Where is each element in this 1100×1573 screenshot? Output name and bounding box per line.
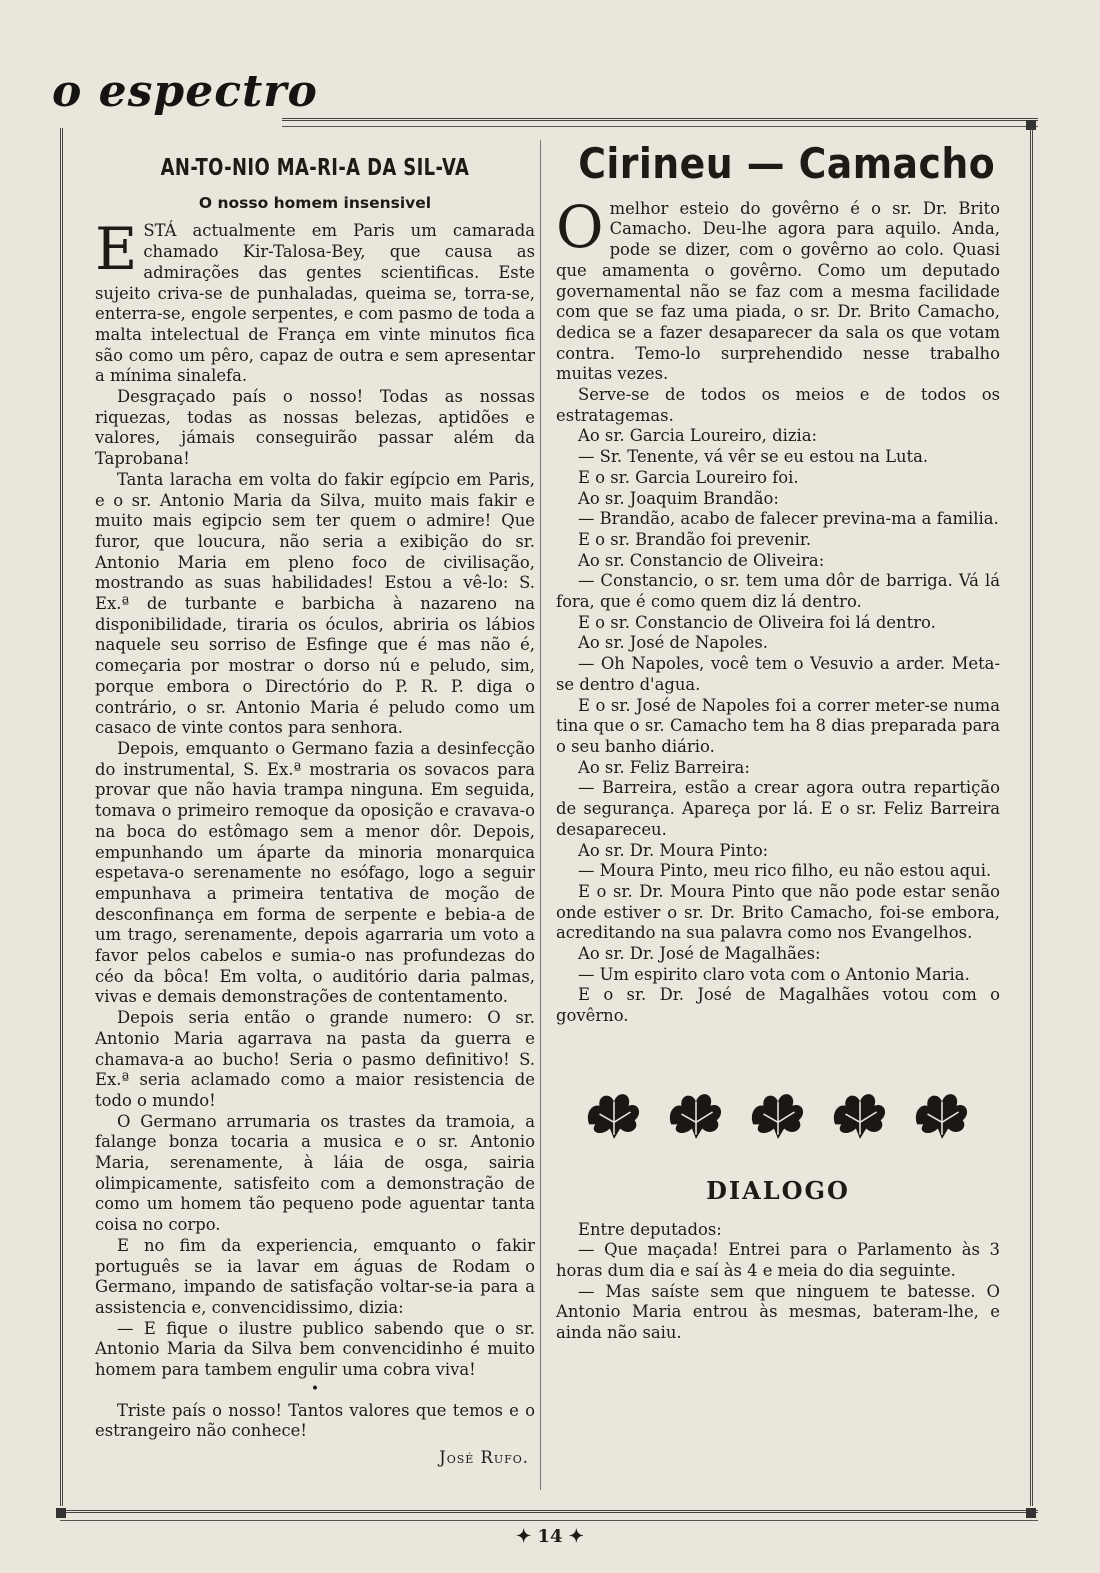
article-paragraph: Ao sr. Dr. Moura Pinto:	[578, 840, 769, 860]
article-paragraph: E o sr. Brandão foi prevenir.	[578, 529, 812, 549]
leaf-ornament-icon	[829, 1083, 891, 1141]
article-paragraph: — Oh Napoles, você tem o Vesuvio a arder. Meta-se dentro d'agua.	[556, 654, 1000, 694]
article-paragraph: Omelhor esteio do govêrno é o sr. Dr. Brito Camacho. Deu-lhe agora para aquilo. Anda, pode se dizer, com o govêrno ao colo. Quasi que amamenta o govêrno. Como um deputado governamental não se faz com a mesma facilidade com que se faz uma piada, o sr. Dr. Brito Camacho, dedica se a fazer desaparecer da sala os que votam contra. Temo-lo surprehendido nesse trabalho muitas vezes.	[556, 192, 1000, 384]
article-paragraph: — E fique o ilustre publico sabendo que o sr. Antonio Maria da Silva bem convencidinho é muito homem para tambem engulir uma cobra viva!	[95, 1318, 535, 1380]
signature: José Rufo.	[439, 1448, 529, 1468]
right-article-title: Cirineu — Camacho	[578, 139, 996, 188]
bottom-rule-inner	[60, 1520, 1038, 1521]
article-paragraph: Triste país o nosso! Tantos valores que temos e o estrangeiro não conhece!	[95, 1400, 535, 1441]
leaf-ornament-icon	[583, 1083, 645, 1141]
leaf-ornament-icon	[747, 1083, 809, 1141]
leaf-ornament-row	[556, 1083, 1000, 1141]
top-rule	[282, 118, 1038, 121]
dialogo-paragraph: — Mas saíste sem que ninguem te batesse. O Antonio Maria entrou às mesmas, bateram-lhe, e ainda não saiu.	[556, 1281, 1000, 1343]
separator-dot: •	[310, 1380, 320, 1397]
masthead: o espectro	[52, 66, 318, 117]
drop-cap: E	[95, 215, 138, 284]
leaf-ornament-icon	[911, 1083, 973, 1141]
article-paragraph: Desgraçado país o nosso! Todas as nossas riquezas, todas as nossas belezas, aptidões e valores, jámais conseguirão passar além da Taprobana!	[95, 387, 535, 469]
article-paragraph: — Brandão, acabo de falecer previna-ma a familia.	[578, 509, 999, 529]
bottom-rule	[60, 1510, 1038, 1513]
article-paragraph: ESTÁ actualmente em Paris um camarada chamado Kir-Talosa-Bey, que causa as admirações das gentes scientificas. Este sujeito criva-se de punhaladas, queima se, torra-se, enterra-se, engole serpentes, e com pasmo de toda a malta intelectual de França em vinte minutos fica são como um pêro, capaz de outra e sem apresentar a mínima sinalefa.	[95, 215, 535, 386]
article-paragraph: Ao sr. Constancio de Oliveira:	[578, 550, 825, 570]
dialogo-paragraph: — Que maçada! Entrei para o Parlamento às 3 horas dum dia e saí às 4 e meia do dia seguinte.	[556, 1240, 1000, 1280]
dialogo-title: DIALOGO	[706, 1175, 850, 1205]
article-paragraph: E o sr. Dr. José de Magalhães votou com o govêrno.	[556, 985, 1000, 1026]
left-article	[95, 150, 535, 1469]
corner-ornament	[56, 1508, 66, 1518]
leaf-ornament-icon	[665, 1083, 727, 1141]
article-paragraph: E o sr. Garcia Loureiro foi.	[578, 467, 799, 487]
article-paragraph: Tanta laracha em volta do fakir egípcio em Paris, e o sr. Antonio Maria da Silva, muito mais fakir e muito mais egipcio sem ter quem o admire! Que furor, que loucura, não seria a exibição do sr. Antonio Maria em pleno foco de civilisação, mostrando as suas habilidades! Estou a vê-lo: S. Ex.ª de turbante e barbicha à nazareno na disponibilidade, tiraria os óculos, abriria os lábios naquele seu sorriso de Esfinge que é mas não é, começaria por mostrar o dorso nú e peludo, sim, porque embora o Directório do P. R. P. diga o contrário, o sr. Antonio Maria é peludo como um casaco de vinte contos para senhora.	[95, 469, 535, 738]
dialogo-intro: Entre deputados:	[578, 1219, 722, 1239]
article-paragraph: E no fim da experiencia, emquanto o fakir português se ia lavar em águas de Rodam o Germano, impando de satisfação voltar-se-ia para a assistencia e, convencidissimo, dizia:	[95, 1235, 535, 1317]
article-paragraph: Ao sr. Joaquim Brandão:	[578, 488, 779, 508]
article-paragraph: — Sr. Tenente, vá vêr se eu estou na Luta.	[578, 447, 929, 467]
left-article-title: AN-TO-NIO MA-RI-A DA SIL-VA	[160, 155, 470, 181]
article-paragraph: — Barreira, estão a crear agora outra repartição de segurança. Apareça por lá. E o sr. Feliz Barreira desapareceu.	[556, 778, 1000, 839]
frame-right	[1030, 128, 1033, 1506]
corner-ornament	[1026, 1508, 1036, 1518]
top-rule-inner	[282, 126, 1038, 127]
article-paragraph: Ao sr. Dr. José de Magalhães:	[578, 944, 821, 964]
left-article-subtitle: O nosso homem insensivel	[198, 193, 432, 212]
article-paragraph: O Germano arrumaria os trastes da tramoia, a falange bonza tocaria a musica e o sr. Antonio Maria, serenamente, à láia de osga, sairia olimpicamente, satisfeito com a demonstração de como um homem tão pequeno pode aguentar tanta coisa no corpo.	[95, 1111, 535, 1235]
column-divider	[540, 140, 541, 1490]
right-article	[556, 139, 1000, 1344]
article-paragraph: — Constancio, o sr. tem uma dôr de barriga. Vá lá fora, que é como quem diz lá dentro.	[556, 571, 1000, 612]
article-paragraph: Depois seria então o grande numero: O sr. Antonio Maria agarrava na pasta da guerra e chamava-a ao bucho! Seria o pasmo definitivo! S. Ex.ª seria aclamado como a maior resistencia de todo o mundo!	[95, 1008, 535, 1110]
page-number: ✦ 14 ✦	[516, 1526, 584, 1547]
article-paragraph: E o sr. Dr. Moura Pinto que não pode estar senão onde estiver o sr. Dr. Brito Camacho, foi-se embora, acreditando na sua palavra como nos Evangelhos.	[556, 881, 1000, 943]
frame-left	[60, 128, 63, 1506]
article-paragraph: Serve-se de todos os meios e de todos os estratagemas.	[556, 385, 1000, 425]
article-paragraph: Ao sr. José de Napoles.	[578, 633, 768, 653]
article-paragraph: Ao sr. Feliz Barreira:	[578, 757, 750, 777]
article-paragraph: Depois, emquanto o Germano fazia a desinfecção do instrumental, S. Ex.ª mostraria os sovacos para provar que não havia trampa ninguna. Em seguida, tomava o primeiro remoque da oposição e cravava-o na boca do estômago sem a menor dôr. Depois, empunhando um áparte da minoria monarquica espetava-o serenamente no esófago, logo a seguir empunhava a primeira tentativa de moção de desconfinança em forma de serpente e bebia-a de um trago, serenamente, depois agarraria um voto a favor pelos cabelos e sumia-o nas profundezas do céo da bôca! Em volta, o auditório daria palmas, vivas e demais demonstrações de contentamento.	[95, 738, 535, 1007]
article-paragraph: E o sr. Constancio de Oliveira foi lá dentro.	[578, 612, 936, 632]
article-paragraph: — Moura Pinto, meu rico filho, eu não estou aqui.	[578, 861, 992, 881]
article-paragraph: Ao sr. Garcia Loureiro, dizia:	[578, 426, 817, 446]
drop-cap: O	[556, 192, 604, 261]
article-paragraph: — Um espirito claro vota com o Antonio Maria.	[578, 964, 970, 984]
article-paragraph: E o sr. José de Napoles foi a correr meter-se numa tina que o sr. Camacho tem ha 8 dias preparada para o seu banho diário.	[556, 695, 1000, 756]
